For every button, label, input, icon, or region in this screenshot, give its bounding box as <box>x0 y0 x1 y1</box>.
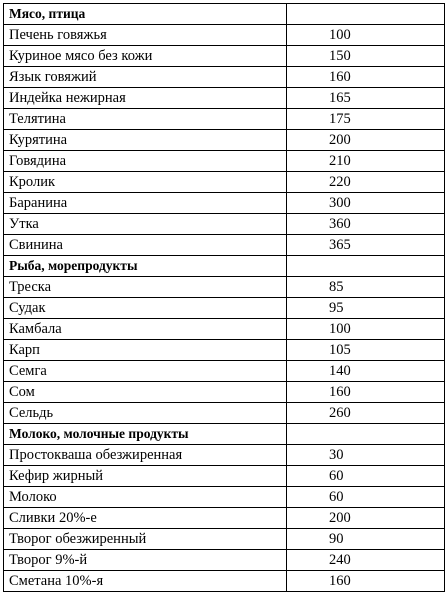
product-value: 165 <box>287 88 445 109</box>
product-name: Судак <box>4 298 287 319</box>
table-row <box>4 466 445 487</box>
table-row <box>4 319 445 340</box>
food-value-table <box>3 3 445 592</box>
table-row <box>4 193 445 214</box>
product-value: 365 <box>287 235 445 256</box>
section-title: Мясо, птица <box>4 4 287 25</box>
table-row <box>4 88 445 109</box>
product-value: 160 <box>287 67 445 88</box>
product-value: 220 <box>287 172 445 193</box>
product-value: 60 <box>287 487 445 508</box>
section-value-cell <box>287 424 445 445</box>
product-value: 175 <box>287 109 445 130</box>
product-name: Говядина <box>4 151 287 172</box>
table-row <box>4 214 445 235</box>
table-row <box>4 235 445 256</box>
product-name: Сом <box>4 382 287 403</box>
table-row <box>4 172 445 193</box>
product-value: 95 <box>287 298 445 319</box>
product-name: Утка <box>4 214 287 235</box>
table-row <box>4 130 445 151</box>
product-value: 30 <box>287 445 445 466</box>
product-name: Творог 9%-й <box>4 550 287 571</box>
product-name: Баранина <box>4 193 287 214</box>
product-value: 300 <box>287 193 445 214</box>
product-name: Сельдь <box>4 403 287 424</box>
table-row <box>4 67 445 88</box>
table-row <box>4 25 445 46</box>
product-value: 210 <box>287 151 445 172</box>
table-row <box>4 340 445 361</box>
product-name: Индейка нежирная <box>4 88 287 109</box>
product-name: Треска <box>4 277 287 298</box>
product-value: 150 <box>287 46 445 67</box>
table-row <box>4 109 445 130</box>
product-name: Курятина <box>4 130 287 151</box>
product-name: Кефир жирный <box>4 466 287 487</box>
product-value: 100 <box>287 25 445 46</box>
table-row <box>4 571 445 592</box>
table-row <box>4 403 445 424</box>
product-value: 90 <box>287 529 445 550</box>
product-name: Свинина <box>4 235 287 256</box>
product-value: 260 <box>287 403 445 424</box>
table-row <box>4 508 445 529</box>
product-name: Простокваша обезжиренная <box>4 445 287 466</box>
product-value: 140 <box>287 361 445 382</box>
product-name: Семга <box>4 361 287 382</box>
section-header-row <box>4 4 445 25</box>
section-value-cell <box>287 256 445 277</box>
product-name: Кролик <box>4 172 287 193</box>
section-value-cell <box>287 4 445 25</box>
section-title: Молоко, молочные продукты <box>4 424 287 445</box>
product-name: Молоко <box>4 487 287 508</box>
table-row <box>4 487 445 508</box>
table-body <box>4 4 445 592</box>
table-row <box>4 298 445 319</box>
product-name: Сливки 20%-е <box>4 508 287 529</box>
product-name: Сметана 10%-я <box>4 571 287 592</box>
product-value: 360 <box>287 214 445 235</box>
product-value: 160 <box>287 382 445 403</box>
table-row <box>4 445 445 466</box>
table-row <box>4 46 445 67</box>
product-name: Язык говяжий <box>4 67 287 88</box>
product-name: Карп <box>4 340 287 361</box>
product-value: 85 <box>287 277 445 298</box>
product-value: 100 <box>287 319 445 340</box>
product-name: Куриное мясо без кожи <box>4 46 287 67</box>
product-value: 60 <box>287 466 445 487</box>
product-value: 105 <box>287 340 445 361</box>
product-value: 200 <box>287 130 445 151</box>
table-row <box>4 361 445 382</box>
product-value: 200 <box>287 508 445 529</box>
table-row <box>4 382 445 403</box>
product-name: Камбала <box>4 319 287 340</box>
product-name: Телятина <box>4 109 287 130</box>
product-value: 240 <box>287 550 445 571</box>
table-row <box>4 277 445 298</box>
section-title: Рыба, морепродукты <box>4 256 287 277</box>
table-row <box>4 550 445 571</box>
table-row <box>4 151 445 172</box>
product-name: Творог обезжиренный <box>4 529 287 550</box>
section-header-row <box>4 256 445 277</box>
section-header-row <box>4 424 445 445</box>
product-value: 160 <box>287 571 445 592</box>
table-row <box>4 529 445 550</box>
product-name: Печень говяжья <box>4 25 287 46</box>
